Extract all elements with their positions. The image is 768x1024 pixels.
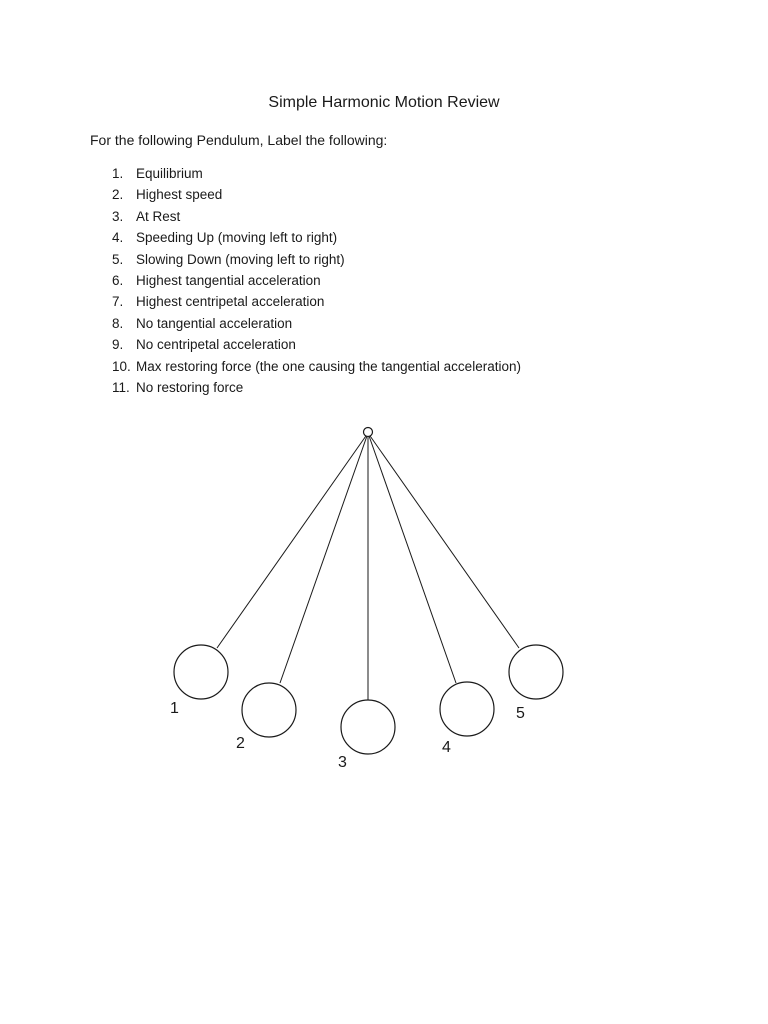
pendulum-string-1 xyxy=(217,433,368,648)
list-item-number: 6. xyxy=(112,272,124,288)
list-item-text: Speeding Up (moving left to right) xyxy=(136,230,338,246)
pendulum-bob-2 xyxy=(242,683,296,737)
list-item-text: Highest tangential acceleration xyxy=(136,272,321,288)
pendulum-bob-4 xyxy=(440,682,494,736)
list-item-number: 11. xyxy=(112,379,130,395)
page-title: Simple Harmonic Motion Review xyxy=(268,94,500,111)
bob-label-3: 3 xyxy=(338,754,347,771)
list-item-text: No centripetal acceleration xyxy=(136,337,296,353)
list-item-number: 1. xyxy=(112,166,124,181)
list-item-text: No tangential acceleration xyxy=(136,315,293,331)
list-item-text: Highest speed xyxy=(136,187,223,203)
list-item-number: 8. xyxy=(112,315,124,331)
pendulum-bob-5 xyxy=(509,645,563,699)
list-item-text: Highest centripetal acceleration xyxy=(136,294,325,310)
list-item-number: 5. xyxy=(112,251,124,267)
list-item-number: 9. xyxy=(112,337,124,353)
instructions-text: For the following Pendulum, Label the following: xyxy=(90,132,388,148)
bob-label-5: 5 xyxy=(516,705,525,722)
list-item-text: Slowing Down (moving left to right) xyxy=(136,251,345,267)
list-item-text: No restoring force xyxy=(136,379,244,395)
pendulum-string-5 xyxy=(368,433,519,648)
bob-label-1: 1 xyxy=(170,700,179,717)
pendulum-bob-3 xyxy=(341,700,395,754)
list-item-number: 4. xyxy=(112,230,124,246)
bob-label-4: 4 xyxy=(442,739,451,756)
pendulum-string-4 xyxy=(368,433,456,683)
list-item-number: 2. xyxy=(112,187,124,203)
pivot-point xyxy=(364,428,373,437)
list-item-number: 7. xyxy=(112,294,124,310)
list-item-text: Max restoring force (the one causing the tangential acceleration) xyxy=(136,358,521,374)
list-item-text: Equilibrium xyxy=(136,166,203,181)
list-item-number: 10. xyxy=(112,358,131,374)
bob-label-2: 2 xyxy=(236,735,245,752)
list-item-number: 3. xyxy=(112,208,124,224)
pendulum-string-2 xyxy=(280,433,368,683)
list-item-text: At Rest xyxy=(136,208,181,224)
pendulum-bob-1 xyxy=(174,645,228,699)
